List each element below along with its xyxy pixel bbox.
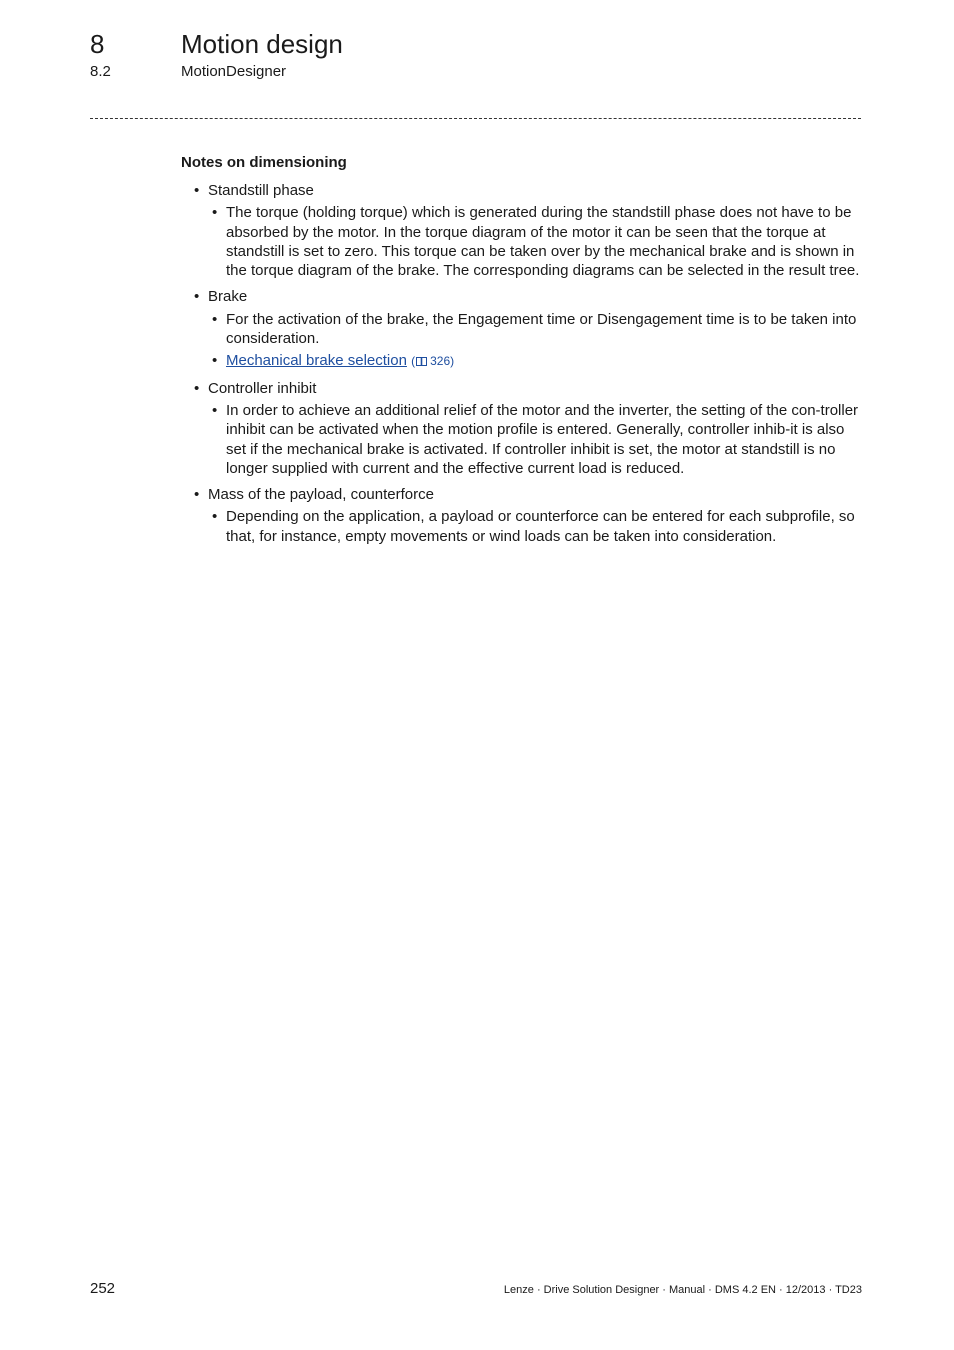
sub-list-item-text: Depending on the application, a payload or counterforce can be entered for each subprofile, so that, for instance, empty movements or wind loads can be taken into consideration.: [226, 508, 855, 545]
chapter-number: 8: [90, 29, 105, 59]
ref-open-paren: (: [411, 354, 416, 369]
bullet-marker: •: [194, 379, 200, 397]
sub-list-item: [208, 401, 866, 478]
book-icon: [416, 357, 427, 366]
list-item-label: Standstill phase: [208, 182, 314, 199]
bullet-marker: •: [212, 508, 218, 526]
sub-list-item-text: For the activation of the brake, the Engagement time or Disengagement time is to be taken into consideration.: [226, 310, 857, 348]
bullet-marker: •: [212, 310, 218, 328]
section-title: MotionDesigner: [181, 63, 287, 80]
footer-text: Lenze · Drive Solution Designer · Manual · DMS 4.2 EN · 12/2013 · TD23: [503, 1284, 862, 1296]
main-content: [181, 153, 866, 553]
section-heading: Notes on dimensioning: [181, 154, 347, 171]
page-number: 252: [90, 1280, 116, 1297]
bullet-marker: •: [194, 486, 200, 504]
list-item-controller-inhibit: [181, 379, 866, 478]
bullet-marker: •: [194, 182, 200, 199]
list-item-payload-counterforce: [181, 485, 866, 546]
mechanical-brake-selection-link[interactable]: Mechanical brake selection: [226, 352, 407, 370]
list-item-label: Mass of the payload, counterforce: [208, 486, 434, 504]
sub-list-item-text: In order to achieve an additional relief of the motor and the inverter, the setting of the con-troller inhibit can be activated when the motion profile is entered. Generally, controller inhib-it is also set if the mechanical brake is activated. If controller inhibit is set, the motor at standstill is no longer supplied with current and the effective current load is reduced.: [226, 401, 859, 477]
sub-list-item-text: The torque (holding torque) which is generated during the standstill phase does not have to be absorbed by the motor. In the torque diagram of the motor it can be seen that the torque at standstill is set to zero. This torque can be taken over by the mechanical brake and is shown in the torque diagram of the brake. The corresponding diagrams can be selected in the result tree.: [226, 204, 860, 280]
list-item-standstill-phase: [181, 181, 866, 280]
ref-page-number: 326): [430, 354, 455, 369]
sub-list: [208, 203, 866, 280]
sub-list: [208, 401, 866, 478]
list-item-label: Brake: [208, 288, 248, 306]
sub-list-item-link: [208, 351, 866, 371]
notes-list: [181, 181, 866, 546]
sub-list: [208, 310, 866, 372]
sub-list-item: [208, 203, 866, 280]
list-item-label: Controller inhibit: [208, 379, 317, 397]
chapter-title: Motion design: [181, 29, 343, 59]
sub-list-item: [208, 507, 866, 546]
section-number: 8.2: [90, 63, 111, 80]
sub-list-item: [208, 310, 866, 349]
bullet-marker: •: [194, 288, 200, 306]
bullet-marker: •: [212, 401, 218, 419]
list-item-brake: [181, 287, 866, 371]
bullet-marker: •: [212, 204, 218, 222]
bullet-marker: •: [212, 352, 218, 370]
header-divider: [90, 118, 861, 119]
page-reference[interactable]: [411, 354, 454, 368]
sub-list: [208, 507, 866, 546]
